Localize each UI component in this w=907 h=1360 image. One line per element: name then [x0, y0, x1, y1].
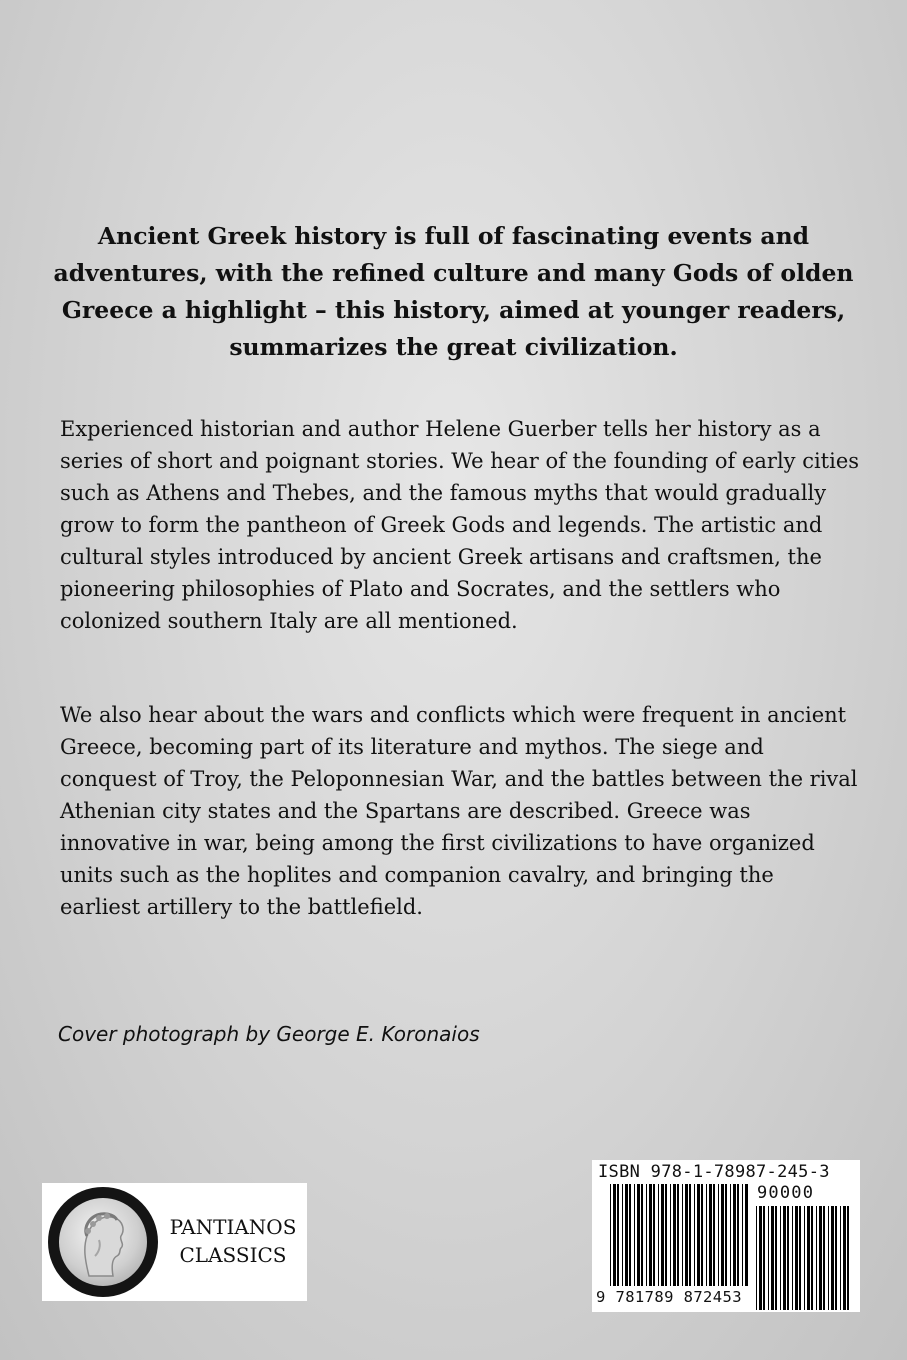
barcode-stripe: [756, 1206, 757, 1310]
barcode-stripe: [629, 1184, 631, 1286]
barcode-stripe: [658, 1184, 659, 1286]
barcode-stripe: [713, 1184, 715, 1286]
barcode-stripe: [697, 1184, 700, 1286]
description-paragraph-1: Experienced historian and author Helene Guerber tells her history as a series of short and poignant stories. We hear of the founding of early cities such as Athens and Thebes, and the famous myths that would gradually grow to form the pantheon of Greek Gods and legends. The artistic and cultural styles introduced by ancient Greek artisans and craftsmen, the pioneering philosophies of Plato and Socrates, and the settlers who colonized southern Italy are all mentioned.: [60, 417, 860, 633]
barcode-stripe: [775, 1206, 777, 1310]
barcode-stripe: [831, 1206, 834, 1310]
barcode-stripe: [725, 1184, 727, 1286]
barcode-stripe: [641, 1184, 643, 1286]
barcode-stripe: [759, 1206, 762, 1310]
barcode-addon-number: 90000: [757, 1183, 815, 1203]
barcode-stripe: [804, 1206, 805, 1310]
barcode-stripe: [653, 1184, 655, 1286]
barcode-stripe: [670, 1184, 671, 1286]
barcode-stripe: [617, 1184, 619, 1286]
barcode-stripe: [763, 1206, 765, 1310]
barcode-digits: 9 781789 872453: [596, 1288, 742, 1306]
barcode-stripe: [783, 1206, 786, 1310]
coin-emblem: [48, 1187, 158, 1297]
barcode-stripe: [835, 1206, 837, 1310]
barcode-stripe: [811, 1206, 813, 1310]
barcode-stripe: [689, 1184, 691, 1286]
barcode-stripe: [625, 1184, 628, 1286]
barcode-stripe: [701, 1184, 703, 1286]
barcode-stripe: [637, 1184, 640, 1286]
barcode-stripe: [768, 1206, 769, 1310]
isbn-label: ISBN 978-1-78987-245-3: [598, 1162, 830, 1182]
coin-head-icon: [59, 1198, 147, 1286]
barcode-stripe: [840, 1206, 841, 1310]
barcode-stripe: [733, 1184, 736, 1286]
barcode-stripe: [742, 1184, 743, 1286]
barcode-stripe: [771, 1206, 774, 1310]
cover-photo-credit: Cover photograph by George E. Koronaios: [58, 1022, 480, 1046]
barcode-stripe: [661, 1184, 664, 1286]
barcode-stripe: [682, 1184, 683, 1286]
barcode-stripe: [847, 1206, 849, 1310]
barcode-stripe: [819, 1206, 822, 1310]
barcode-stripe: [613, 1184, 616, 1286]
barcode-stripe: [843, 1206, 846, 1310]
barcode-stripe: [828, 1206, 829, 1310]
barcode-stripe: [665, 1184, 667, 1286]
isbn-barcode: [592, 1160, 860, 1312]
barcode-stripe: [694, 1184, 695, 1286]
barcode-stripe: [709, 1184, 712, 1286]
barcode-stripe: [807, 1206, 810, 1310]
publisher-name: [167, 1213, 299, 1269]
barcode-stripe: [649, 1184, 652, 1286]
blurb: Ancient Greek history is full of fascinating events and adventures, with the refined culture and many Gods of olden Greece a highlight – this history, aimed at younger readers, summarizes the great civilization.: [53, 222, 854, 361]
barcode-stripe: [823, 1206, 825, 1310]
barcode-stripe: [673, 1184, 676, 1286]
barcode-stripe: [780, 1206, 781, 1310]
barcode-stripe: [685, 1184, 688, 1286]
barcode-stripe: [795, 1206, 798, 1310]
barcode-stripe: [718, 1184, 719, 1286]
barcode-stripe: [610, 1184, 611, 1286]
barcode-stripe: [816, 1206, 817, 1310]
barcode-stripe: [730, 1184, 731, 1286]
barcode-stripe: [799, 1206, 801, 1310]
barcode-stripe: [622, 1184, 623, 1286]
barcode-stripe: [787, 1206, 789, 1310]
barcode-stripe: [706, 1184, 707, 1286]
barcode-stripe: [646, 1184, 647, 1286]
barcode-stripe: [677, 1184, 679, 1286]
publisher-name-line-2: CLASSICS: [179, 1243, 287, 1267]
publisher-name-line-1: PANTIANOS: [169, 1215, 297, 1239]
description-paragraph-2: We also hear about the wars and conflicts which were frequent in ancient Greece, becoming part of its literature and mythos. The siege and conquest of Troy, the Peloponnesian War, and the battles between the rival Athenian city states and the Spartans are described. Greece was innovative in war, being among the first civilizations to have organized units such as the hoplites and companion cavalry, and bringing the earliest artillery to the battlefield.: [60, 703, 858, 919]
barcode-stripe: [745, 1184, 748, 1286]
publisher-logo: [42, 1183, 307, 1301]
barcode-stripe: [792, 1206, 793, 1310]
barcode-stripe: [737, 1184, 739, 1286]
barcode-stripe: [634, 1184, 635, 1286]
barcode-stripe: [721, 1184, 724, 1286]
